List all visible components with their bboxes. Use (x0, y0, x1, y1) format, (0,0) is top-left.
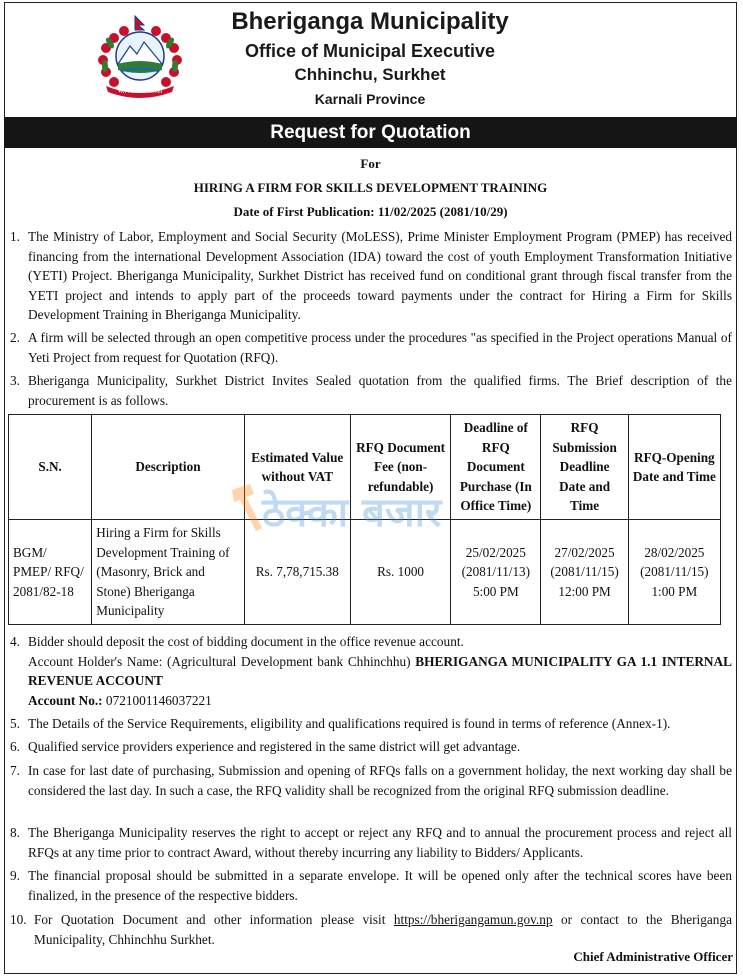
clause-text: The Bheriganga Municipality reserves the right to accept or reject any RFQ and to annual the procurement process and reject all RFQs at any time prior to contract Award, without thereby incurring any liability to Bidders/ Applicants. (28, 825, 732, 860)
cell-opening-date (628, 520, 720, 625)
clause-8 (10, 823, 732, 862)
clause-number: 3. (10, 373, 20, 388)
contact-prefix: For Quotation Document and other information please visit (34, 912, 394, 927)
purchase-time: 5:00 PM (472, 583, 519, 599)
watermark-text: ठेक्का बजार (262, 490, 442, 536)
header-document-fee: RFQ Document Fee (non-refundable) (350, 415, 450, 520)
clause-number: 9. (10, 868, 20, 883)
header-description: Description (92, 415, 244, 520)
purchase-date: 25/02/2025 (465, 544, 526, 560)
clause-3 (10, 371, 732, 410)
municipality-emblem (92, 14, 188, 100)
notice-title-banner: Request for Quotation (4, 117, 737, 148)
clause-1 (10, 227, 732, 325)
emblem-caption: भेरीगंगा नगरपालिका (117, 88, 163, 95)
cell-estimated-value: Rs. 7,78,715.38 (244, 520, 350, 625)
clause-number: 2. (10, 330, 20, 345)
clause-number: 10. (10, 912, 27, 927)
cell-description: Hiring a Firm for Skills Development Training of (Masonry, Brick and Stone) Bheriganga Municipality (92, 520, 244, 625)
clause-number: 6. (10, 739, 20, 754)
clause-number: 8. (10, 825, 20, 840)
clause-4 (10, 632, 732, 710)
clause-text: A firm will be selected through an open competitive process under the procedures "as specified in the Project operations Manual of Yeti Project from request for Quotation (RFQ). (28, 330, 732, 365)
opening-time: 1:00 PM (651, 583, 698, 599)
clause-7 (10, 761, 732, 800)
flag-icon (135, 16, 144, 30)
submission-time: 12:00 PM (558, 583, 611, 599)
procurement-title: HIRING A FIRM FOR SKILLS DEVELOPMENT TRAINING (193, 180, 548, 195)
header-estimated-value: Estimated Value without VAT (244, 415, 350, 520)
cell-submission-deadline (541, 520, 628, 625)
clause-text: Qualified service providers experience and registered in the same district will get advantage. (28, 739, 521, 754)
clause-10 (10, 910, 732, 949)
for-label: For (360, 156, 381, 171)
cell-purchase-deadline (451, 520, 541, 625)
office-location: Chhinchu, Surkhet (294, 65, 446, 84)
deposit-instruction: Bidder should deposit the cost of bidding document in the office revenue account. (28, 634, 464, 649)
clause-text (28, 632, 732, 710)
account-holder-label: Account Holder's Name: (Agricultural Development bank Chhinchhu) (28, 653, 416, 669)
submission-nepali-date: (2081/11/15) (550, 564, 619, 580)
account-holder-name: BHERIGANGA MUNICIPALITY GA 1.1 INTERNAL REVENUE ACCOUNT (28, 653, 732, 689)
clause-number: 1. (10, 229, 20, 244)
clause-number: 7. (10, 763, 20, 778)
province-name: Karnali Province (314, 91, 426, 107)
submission-date: 27/02/2025 (554, 544, 615, 560)
clause-text: The Details of the Service Requirements, eligibility and qualifications required is found in terms of reference (Annex-1). (28, 716, 671, 731)
clause-2 (10, 328, 732, 367)
clause-text: In case for last date of purchasing, Submission and opening of RFQs falls on a government holiday, the next working day shall be considered the last day. In such a case, the RFQ validity shall be recognized from the original RFQ submission deadline. (28, 763, 732, 798)
clause-text (34, 910, 732, 949)
header-opening-date: RFQ-Opening Date and Time (628, 415, 720, 520)
clause-text: The Ministry of Labor, Employment and Social Security (MoLESS), Prime Minister Employment Program (PMEP) has received financing from the international Development Association (IDA) toward the cost of youth Employment Transformation Initiative (YETI) Project. Bheriganga Municipality, Surkhet District has received fund on conditional grant through fiscal transfer from the YETI project and intends to apply part of the proceeds toward payments under the contract for Hiring a Firm for Skills Development Training in Bheriganga Municipality. (28, 229, 732, 323)
header-purchase-deadline: Deadline of RFQ Document Purchase (In Office Time) (451, 415, 541, 520)
purchase-nepali-date: (2081/11/13) (461, 564, 531, 580)
clause-5 (10, 714, 732, 734)
signatory-title: Chief Administrative Officer (573, 949, 733, 964)
table-row (9, 520, 721, 625)
clause-number: 4. (10, 634, 20, 649)
clause-text: Bheriganga Municipality, Surkhet District Invites Sealed quotation from the qualified firms. The Brief description of the procurement is as follows. (28, 373, 732, 408)
account-number: 0721001146037221 (102, 692, 212, 708)
publication-date: Date of First Publication: 11/02/2025 (2081/10/29) (233, 204, 508, 219)
opening-nepali-date: (2081/11/15) (640, 564, 709, 580)
clause-6 (10, 737, 732, 757)
clause-9 (10, 866, 732, 905)
office-name: Office of Municipal Executive (244, 41, 496, 61)
procurement-table (8, 414, 721, 625)
website-link[interactable]: https://bherigangamun.gov.np (393, 912, 553, 927)
clause-text: The financial proposal should be submitted in a separate envelope. It will be opened only after the technical scores have been finalized, in the presence of the respective bidders. (28, 868, 732, 903)
header-sn: S.N. (9, 415, 92, 520)
table-header-row (9, 415, 721, 520)
cell-sn: BGM/ PMEP/ RFQ/ 2081/82-18 (9, 520, 92, 625)
clause-number: 5. (10, 716, 20, 731)
opening-date: 28/02/2025 (644, 544, 705, 560)
account-number-label: Account No.: (28, 692, 103, 708)
municipality-name: Bheriganga Municipality (231, 8, 509, 35)
cell-document-fee: Rs. 1000 (350, 520, 450, 625)
header-submission-deadline: RFQ Submission Deadline Date and Time (541, 415, 628, 520)
contact-suffix: or contact to the Bheriganga Municipality, Chhinchhu Surkhet. (34, 912, 733, 947)
